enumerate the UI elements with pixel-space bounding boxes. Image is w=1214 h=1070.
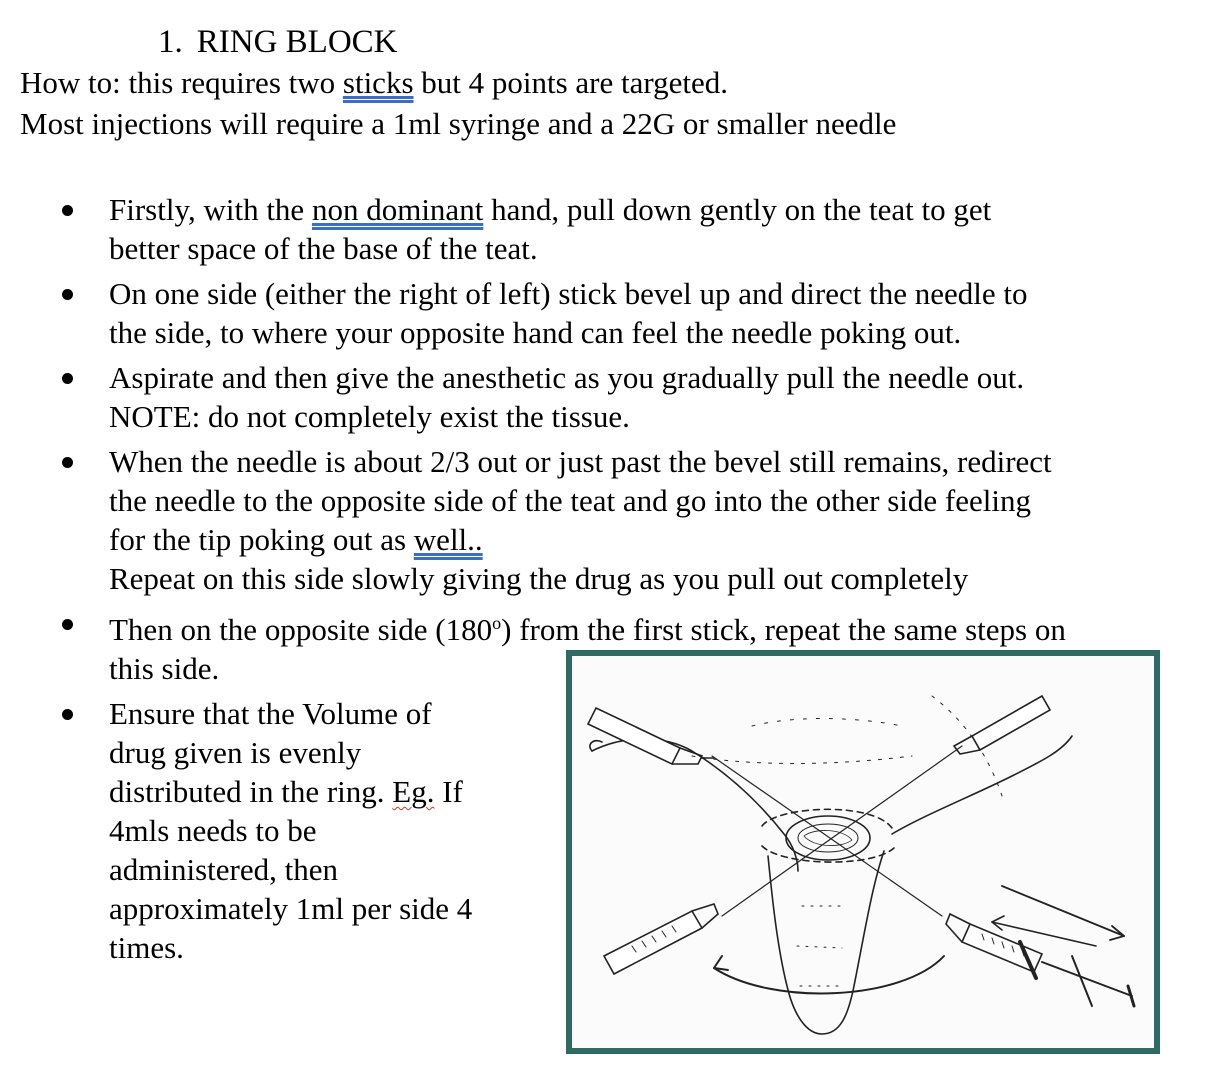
- bullet-3-line-1: Aspirate and then give the anesthetic as you gradually pull the needle out.: [109, 360, 1025, 395]
- section-heading: [158, 22, 398, 62]
- teat-body: [768, 851, 884, 1034]
- bullet-5-line-1-end: ) from the first stick, repeat the same steps on: [501, 612, 1066, 647]
- list-item: [0, 442, 1214, 598]
- bullet-6-line-2: drug given is evenly: [109, 735, 362, 770]
- bullet-6-line-6: approximately 1ml per side 4: [109, 891, 473, 926]
- syringe-upper-left-icon: [588, 708, 714, 764]
- needle-upper-left: [712, 756, 942, 916]
- bullet-4-line-1: When the needle is about 2/3 out or just past the bevel still remains, redirect: [109, 444, 1052, 479]
- list-item: [0, 358, 1214, 436]
- bullet-icon: [62, 289, 73, 300]
- bullet-icon: [62, 205, 73, 216]
- bullet-6-line-3-end: If: [434, 774, 463, 809]
- bullet-1-line-1: [109, 190, 1214, 229]
- ring-dashed-top: [762, 809, 892, 828]
- contour-line: [692, 756, 912, 764]
- bullet-icon: [62, 709, 73, 720]
- bullet-icon: [62, 619, 73, 630]
- intro-line-1-end: but 4 points are targeted.: [413, 65, 729, 100]
- bullet-1-underlined: non dominant: [311, 192, 484, 227]
- ring-block-illustration: [566, 650, 1160, 1054]
- bullet-6-line-3-start: distributed in the ring.: [109, 774, 393, 809]
- list-item: [0, 190, 1214, 268]
- bullet-2-line-1: On one side (either the right of left) stick bevel up and direct the needle to: [109, 276, 1028, 311]
- bullet-1-line-1-end: hand, pull down gently on the teat to get: [483, 192, 992, 227]
- bullet-6-line-4: 4mls needs to be: [109, 813, 317, 848]
- spellcheck-flagged-word: Eg.: [392, 774, 435, 809]
- bullet-5-line-1: [109, 604, 1214, 649]
- udder-outline-left: [592, 739, 798, 871]
- bullet-4-line-3: [109, 520, 1214, 559]
- bullet-4-line-3-start: for the tip poking out as: [109, 522, 414, 557]
- bullet-2-line-2: the side, to where your opposite hand can feel the needle poking out.: [109, 315, 962, 350]
- needle-upper-right: [722, 746, 962, 916]
- bullet-icon: [62, 457, 73, 468]
- bullet-4-line-2: the needle to the opposite side of the teat and go into the other side feeling: [109, 483, 1031, 518]
- bullet-6-line-7: times.: [109, 930, 184, 965]
- teat-canal: [798, 824, 858, 852]
- udder-outline-right: [892, 736, 1072, 834]
- bullet-6-line-5: administered, then: [109, 852, 338, 887]
- bullet-icon: [62, 373, 73, 384]
- heading-title: RING BLOCK: [196, 24, 398, 60]
- bullet-5-line-2: this side.: [109, 651, 220, 686]
- syringe-upper-right-icon: [954, 696, 1050, 754]
- bullet-5-line-1-start: Then on the opposite side (180: [109, 612, 493, 647]
- contour-line: [932, 696, 1002, 796]
- teat-needle-diagram: [572, 656, 1154, 1048]
- intro-line-1-underlined: sticks: [342, 65, 414, 100]
- bullet-1-line-2: better space of the base of the teat.: [109, 231, 538, 266]
- bullet-6-line-1: Ensure that the Volume of: [109, 696, 432, 731]
- teat-tissue-icon: [804, 830, 852, 845]
- bullet-1-line-1-start: Firstly, with the: [109, 192, 312, 227]
- bullet-4-underlined: well..: [413, 522, 483, 557]
- degree-superscript: o: [492, 613, 502, 633]
- withdraw-arrow-icon: [1002, 886, 1124, 940]
- intro-line-1-start: How to: this requires two: [20, 65, 343, 100]
- bullet-3-line-2: NOTE: do not completely exist the tissue.: [109, 399, 630, 434]
- intro-line-1: [20, 63, 728, 103]
- heading-number: 1.: [158, 24, 183, 60]
- teat-cross-section: [786, 816, 870, 860]
- bullet-4-line-4: Repeat on this side slowly giving the drug as you pull out completely: [109, 561, 969, 596]
- teat-texture-lines: [797, 906, 842, 986]
- syringe-lower-left-icon: [604, 904, 718, 974]
- list-item: [0, 274, 1214, 352]
- rotation-arrow-icon: [714, 956, 944, 993]
- intro-line-2: Most injections will require a 1ml syringe and a 22G or smaller needle: [20, 106, 897, 141]
- contour-line: [752, 719, 902, 727]
